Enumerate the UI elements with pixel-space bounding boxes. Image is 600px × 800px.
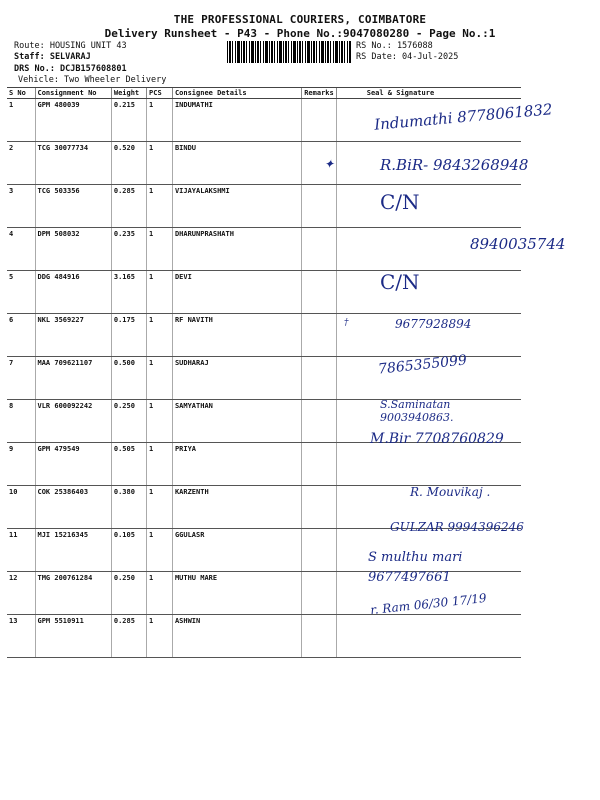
cell-consignee: INDUMATHI (172, 99, 301, 142)
vehicle-label: Vehicle: Two Wheeler Delivery (18, 75, 167, 85)
cell-consignee: SUDHARAJ (172, 357, 301, 400)
cell-signature (336, 185, 521, 228)
cell-weight: 0.520 (111, 142, 146, 185)
cell-weight: 0.250 (111, 400, 146, 443)
handwritten-signature: GULZAR 9994396246 (390, 520, 524, 534)
cell-remarks (302, 357, 337, 400)
cell-signature (336, 443, 521, 486)
cell-remarks (302, 271, 337, 314)
cell-weight: 3.165 (111, 271, 146, 314)
cell-signature (336, 228, 521, 271)
table-row (7, 400, 521, 443)
table-row (7, 357, 521, 400)
col-header-remarks: Remarks (302, 88, 337, 99)
cell-consignee: RF NAVITH (172, 314, 301, 357)
handwritten-signature: 9677928894 (395, 317, 472, 331)
cell-consignee: GGULASR (172, 529, 301, 572)
cell-signature (336, 529, 521, 572)
cell-signature (336, 572, 521, 618)
cell-consignee: KARZENTH (172, 486, 301, 529)
runsheet-table (7, 87, 521, 658)
col-header-pcs: PCS (147, 88, 173, 99)
table-row (7, 486, 521, 529)
cell-consignee: DHARUNPRASHATH (172, 228, 301, 271)
cell-remarks (302, 99, 337, 142)
table-header-row (7, 88, 521, 99)
tick-mark: † (344, 318, 349, 328)
handwritten-signature: 7865355099 (377, 352, 468, 378)
cell-consignee: VIJAYALAKSHMI (172, 185, 301, 228)
cell-consignment: COK 25386403 (35, 486, 111, 529)
cell-pcs: 1 (147, 99, 173, 142)
col-header-sno: S No (7, 88, 35, 99)
cell-weight: 0.500 (111, 357, 146, 400)
table-row (7, 314, 521, 357)
route-label: Route: HOUSING UNIT 43 (14, 41, 127, 51)
col-header-consignee: Consignee Details (172, 88, 301, 99)
cell-weight: 0.505 (111, 443, 146, 486)
cell-sno: 3 (7, 185, 35, 228)
cell-consignment: VLR 600092242 (35, 400, 111, 443)
cell-pcs: 1 (147, 185, 173, 228)
cell-remarks (302, 486, 337, 529)
cell-consignment: TCG 503356 (35, 185, 111, 228)
cell-pcs: 1 (147, 357, 173, 400)
col-header-consignment: Consignment No (35, 88, 111, 99)
col-header-signature: Seal & Signature (336, 88, 521, 99)
cell-consignment: GPM 479549 (35, 443, 111, 486)
staff-label: Staff: SELVARAJ (14, 52, 91, 62)
cell-consignee: BINDU (172, 142, 301, 185)
table-row (7, 142, 521, 185)
cell-remarks (302, 400, 337, 443)
handwritten-signature: r. Ram 06/30 17/19 (369, 590, 488, 618)
cell-pcs: 1 (147, 443, 173, 486)
col-header-weight: Weight (111, 88, 146, 99)
cell-pcs: 1 (147, 142, 173, 185)
cell-consignment: MAA 709621107 (35, 357, 111, 400)
cell-weight: 0.285 (111, 185, 146, 228)
cell-consignment: GPM 5510911 (35, 615, 111, 658)
handwritten-signature: C/N (380, 190, 420, 214)
cell-weight: 0.215 (111, 99, 146, 142)
cell-sno: 4 (7, 228, 35, 271)
cell-remarks (302, 615, 337, 658)
cell-sno: 13 (7, 615, 35, 658)
cell-signature (336, 400, 521, 443)
cell-sno: 1 (7, 99, 35, 142)
cell-consignment: GPM 480039 (35, 99, 111, 142)
cell-sno: 8 (7, 400, 35, 443)
handwritten-signature: S.Saminatan 9003940863. (380, 398, 454, 425)
cell-remarks (302, 185, 337, 228)
table-row (7, 99, 521, 142)
cell-signature (336, 314, 521, 357)
cell-weight: 0.175 (111, 314, 146, 357)
cell-consignee: PRIYA (172, 443, 301, 486)
cell-weight: 0.285 (111, 615, 146, 658)
table-row (7, 615, 521, 658)
cell-remarks (302, 142, 337, 185)
cell-pcs: 1 (147, 271, 173, 314)
drs-number: DRS No.: DCJB157608801 (14, 64, 127, 74)
cell-weight: 0.235 (111, 228, 146, 271)
handwritten-signature: S multhu mari 9677497661 (368, 550, 463, 585)
cell-sno: 12 (7, 572, 35, 615)
cell-pcs: 1 (147, 615, 173, 658)
cell-remarks (302, 572, 337, 615)
cell-consignment: TCG 30077734 (35, 142, 111, 185)
cell-consignment: DPM 508032 (35, 228, 111, 271)
cell-weight: 0.250 (111, 572, 146, 615)
cell-remarks (302, 529, 337, 572)
cell-consignment: TMG 200761284 (35, 572, 111, 615)
cell-weight: 0.380 (111, 486, 146, 529)
rs-date: RS Date: 04-Jul-2025 (356, 52, 459, 62)
cell-consignee: MUTHU MARE (172, 572, 301, 615)
cell-consignee: ASHWIN (172, 615, 301, 658)
cell-sno: 10 (7, 486, 35, 529)
rs-number: RS No.: 1576088 (356, 41, 433, 51)
cell-signature (336, 357, 521, 400)
cell-remarks (302, 228, 337, 271)
cell-pcs: 1 (147, 400, 173, 443)
cell-consignee: DEVI (172, 271, 301, 314)
tick-mark: ✦ (324, 157, 335, 171)
cell-pcs: 1 (147, 486, 173, 529)
handwritten-signature: R.BiR- 9843268948 (380, 156, 529, 174)
runsheet-title: THE PROFESSIONAL COURIERS, COIMBATORE (173, 13, 427, 26)
cell-remarks (302, 314, 337, 357)
cell-pcs: 1 (147, 228, 173, 271)
table-row (7, 271, 521, 314)
cell-pcs: 1 (147, 572, 173, 615)
cell-consignment: MJI 15216345 (35, 529, 111, 572)
cell-sno: 6 (7, 314, 35, 357)
cell-sno: 7 (7, 357, 35, 400)
table-row (7, 572, 521, 615)
handwritten-signature: C/N (380, 270, 420, 294)
cell-consignment: NKL 3569227 (35, 314, 111, 357)
barcode-image (227, 41, 351, 63)
cell-sno: 5 (7, 271, 35, 314)
cell-sno: 2 (7, 142, 35, 185)
table-row (7, 443, 521, 486)
cell-sno: 11 (7, 529, 35, 572)
cell-pcs: 1 (147, 529, 173, 572)
cell-weight: 0.105 (111, 529, 146, 572)
table-row (7, 529, 521, 572)
cell-sno: 9 (7, 443, 35, 486)
cell-signature (336, 486, 521, 529)
handwritten-signature: Indumathi 8778061832 (373, 100, 554, 134)
cell-signature (336, 271, 521, 314)
table-row (7, 185, 521, 228)
cell-signature (336, 99, 521, 142)
handwritten-signature: 8940035744 (470, 235, 566, 253)
table-row (7, 228, 521, 271)
cell-signature (336, 615, 521, 658)
handwritten-signature: M.Bir 7708760829 (370, 431, 504, 447)
cell-pcs: 1 (147, 314, 173, 357)
cell-signature (336, 142, 521, 185)
cell-consignment: DDG 484916 (35, 271, 111, 314)
runsheet-subtitle: Delivery Runsheet - P43 - Phone No.:9047080280 - Page No.:1 (104, 27, 496, 40)
cell-consignee: SAMYATHAN (172, 400, 301, 443)
handwritten-signature: R. Mouvikaj . (410, 485, 491, 499)
cell-remarks (302, 443, 337, 486)
